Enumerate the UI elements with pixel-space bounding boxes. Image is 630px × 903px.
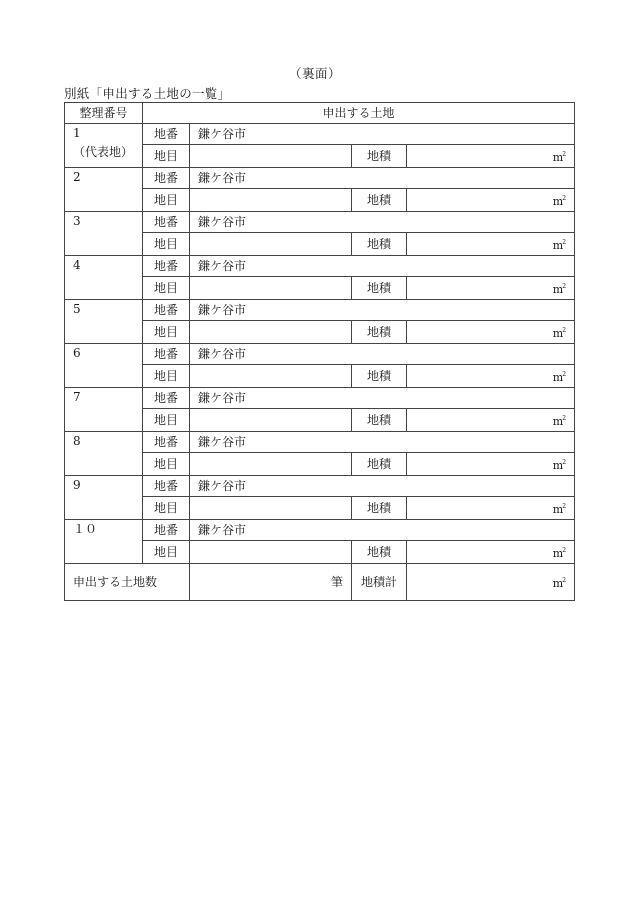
chimoku-field[interactable] [190,497,352,520]
unit-square: 2 [562,151,567,158]
square-meter-unit [553,459,566,472]
land-number: 8 [73,434,81,448]
unit-square: 2 [562,459,567,466]
land-number-cell [65,520,143,564]
chiban-field[interactable]: 鎌ケ谷市 [190,520,575,541]
chiseki-label: 地積 [352,409,407,432]
square-meter-unit [553,239,566,252]
unit-m: m [552,459,564,472]
square-meter-unit [553,151,566,164]
header-land: 申出する土地 [143,103,575,124]
land-row-chiban [65,168,575,189]
land-number: 7 [73,390,81,404]
chimoku-field[interactable] [190,145,352,168]
chiseki-field[interactable] [407,189,575,212]
chiseki-field[interactable] [407,277,575,300]
chiseki-field[interactable] [407,497,575,520]
chiban-label: 地番 [143,300,190,321]
land-count-field[interactable]: 筆 [190,564,352,601]
chiban-label: 地番 [143,256,190,277]
land-row-chiban [65,432,575,453]
land-number: 2 [73,170,81,184]
total-area-field[interactable] [407,564,575,601]
land-row-chiban [65,212,575,233]
chiban-field[interactable]: 鎌ケ谷市 [190,300,575,321]
chimoku-label: 地目 [143,541,190,564]
chiseki-field[interactable] [407,365,575,388]
chiban-field[interactable]: 鎌ケ谷市 [190,212,575,233]
unit-m: m [552,195,564,208]
square-meter-unit [553,503,566,516]
unit-m: m [552,327,564,340]
land-number-cell [65,476,143,520]
representative-label: （代表地） [73,145,134,159]
chiban-field[interactable]: 鎌ケ谷市 [190,432,575,453]
chiban-field[interactable]: 鎌ケ谷市 [190,388,575,409]
unit-square: 2 [562,503,567,510]
unit-m: m [552,283,564,296]
land-row-chiban [65,300,575,321]
chimoku-label: 地目 [143,233,190,256]
square-meter-unit [553,371,566,384]
chiban-field[interactable]: 鎌ケ谷市 [190,256,575,277]
chiseki-label: 地積 [352,277,407,300]
unit-square: 2 [562,283,567,290]
land-number-cell [65,256,143,300]
land-number-cell [65,344,143,388]
unit-m: m [552,547,564,560]
chiseki-field[interactable] [407,321,575,344]
unit-square: 2 [562,577,567,584]
chimoku-label: 地目 [143,497,190,520]
unit-square: 2 [562,371,567,378]
chimoku-label: 地目 [143,189,190,212]
square-meter-unit [553,415,566,428]
chiseki-label: 地積 [352,233,407,256]
land-row-chiban [65,124,575,145]
chimoku-field[interactable] [190,233,352,256]
page-side-label: （裏面） [288,66,341,81]
unit-m: m [552,415,564,428]
table-header-row [65,103,575,124]
unit-square: 2 [562,195,567,202]
chiban-field[interactable]: 鎌ケ谷市 [190,124,575,145]
unit-square: 2 [562,327,567,334]
total-area-label: 地積計 [352,564,407,601]
unit-square: 2 [562,239,567,246]
land-list-table [64,102,575,601]
land-number: 9 [73,478,81,492]
chiseki-label: 地積 [352,145,407,168]
chimoku-field[interactable] [190,365,352,388]
unit-m: m [552,577,564,590]
chiseki-label: 地積 [352,321,407,344]
chimoku-field[interactable] [190,453,352,476]
square-meter-unit [553,283,566,296]
header-number: 整理番号 [65,103,143,124]
total-row [65,564,575,601]
chimoku-field[interactable] [190,409,352,432]
chiban-field[interactable]: 鎌ケ谷市 [190,168,575,189]
chiseki-field[interactable] [407,145,575,168]
chimoku-label: 地目 [143,365,190,388]
chimoku-label: 地目 [143,145,190,168]
square-meter-unit [553,577,566,590]
chiban-label: 地番 [143,520,190,541]
land-count-label: 申出する土地数 [65,564,190,601]
chiseki-field[interactable] [407,409,575,432]
form-title: 別紙「申出する土地の一覧」 [64,86,231,101]
chimoku-field[interactable] [190,541,352,564]
chiseki-label: 地積 [352,365,407,388]
land-number: 4 [73,258,81,272]
land-number: 5 [73,302,81,316]
land-number-cell [65,212,143,256]
unit-square: 2 [562,547,567,554]
unit-m: m [552,503,564,516]
land-list-body [65,103,575,601]
chiseki-field[interactable] [407,453,575,476]
land-number-cell [65,124,143,168]
land-row-chiban [65,476,575,497]
unit-square: 2 [562,415,567,422]
land-number-cell [65,300,143,344]
land-row-chiban [65,344,575,365]
chiban-field[interactable]: 鎌ケ谷市 [190,476,575,497]
chiban-label: 地番 [143,432,190,453]
chimoku-field[interactable] [190,189,352,212]
chimoku-label: 地目 [143,453,190,476]
chimoku-label: 地目 [143,277,190,300]
square-meter-unit [553,327,566,340]
land-row-chiban [65,388,575,409]
chiseki-label: 地積 [352,189,407,212]
chiseki-field[interactable] [407,233,575,256]
square-meter-unit [553,195,566,208]
chimoku-label: 地目 [143,321,190,344]
land-number-cell [65,388,143,432]
land-row-chiban [65,520,575,541]
land-number: 3 [73,214,81,228]
land-number: １０ [73,522,98,536]
chiseki-label: 地積 [352,497,407,520]
land-number-cell [65,168,143,212]
land-row-chiban [65,256,575,277]
chimoku-field[interactable] [190,277,352,300]
unit-m: m [552,239,564,252]
chiban-label: 地番 [143,476,190,497]
chimoku-field[interactable] [190,321,352,344]
chiban-label: 地番 [143,124,190,145]
chimoku-label: 地目 [143,409,190,432]
chiban-field[interactable]: 鎌ケ谷市 [190,344,575,365]
chiseki-field[interactable] [407,541,575,564]
chiban-label: 地番 [143,344,190,365]
chiseki-label: 地積 [352,541,407,564]
square-meter-unit [553,547,566,560]
unit-m: m [552,151,564,164]
chiban-label: 地番 [143,388,190,409]
land-number-cell [65,432,143,476]
unit-m: m [552,371,564,384]
land-number: 1 [73,126,81,140]
chiban-label: 地番 [143,168,190,189]
land-number: 6 [73,346,81,360]
chiban-label: 地番 [143,212,190,233]
chiseki-label: 地積 [352,453,407,476]
